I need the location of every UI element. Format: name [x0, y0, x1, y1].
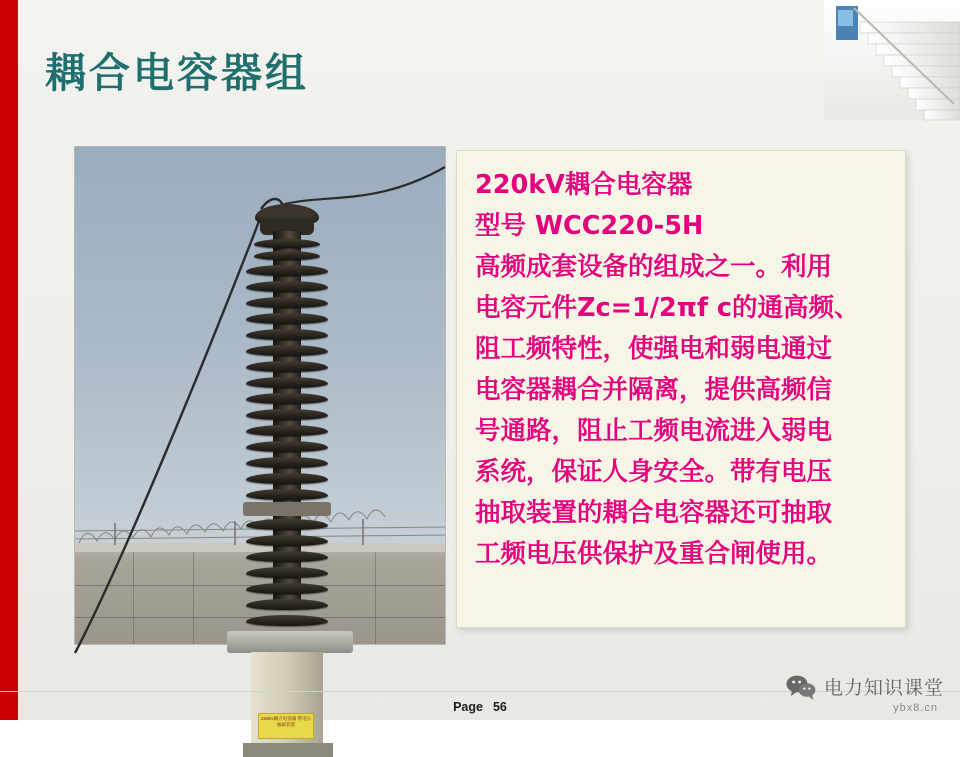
- description-panel: [456, 150, 906, 628]
- text-line-2: 型号 WCC220-5H: [475, 211, 704, 241]
- stairs-decoration-image: [824, 0, 960, 120]
- text-line-5: 阻工频特性，使强电和弱电通过: [475, 334, 833, 364]
- capacitor-base-foot: [243, 743, 333, 757]
- text-line-8: 系统，保证人身安全。带有电压: [475, 457, 833, 487]
- equipment-nameplate: 220kV耦合电容器 带电压抽取装置: [258, 713, 314, 739]
- page-label: Page: [453, 700, 483, 714]
- watermark-subtext: ybx8.cn: [893, 702, 938, 714]
- watermark-text: 电力知识课堂: [823, 677, 944, 699]
- text-line-4: 电容元件Zc=1/2πf c的通高频、: [475, 293, 860, 323]
- text-line-7: 号通路，阻止工频电流进入弱电: [475, 416, 833, 446]
- coupling-capacitor-photo: [74, 146, 446, 727]
- capacitor-base-plate: [227, 631, 353, 653]
- page-number: [0, 700, 960, 714]
- left-accent-bar: [0, 0, 18, 720]
- text-line-3: 高频成套设备的组成之一。利用: [475, 252, 833, 282]
- page-value: 56: [492, 700, 507, 714]
- text-line-10: 工频电压供保护及重合闸使用。: [475, 539, 833, 569]
- page-title: 耦合电容器组: [45, 49, 309, 97]
- watermark: [786, 673, 944, 700]
- text-line-6: 电容器耦合并隔离，提供高频信: [475, 375, 833, 405]
- text-line-9: 抽取装置的耦合电容器还可抽取: [475, 498, 833, 528]
- capacitor-mid-flange: [243, 502, 331, 516]
- wechat-icon: [786, 674, 816, 700]
- text-line-1: 220kV耦合电容器: [475, 170, 693, 200]
- description-text: [475, 165, 891, 575]
